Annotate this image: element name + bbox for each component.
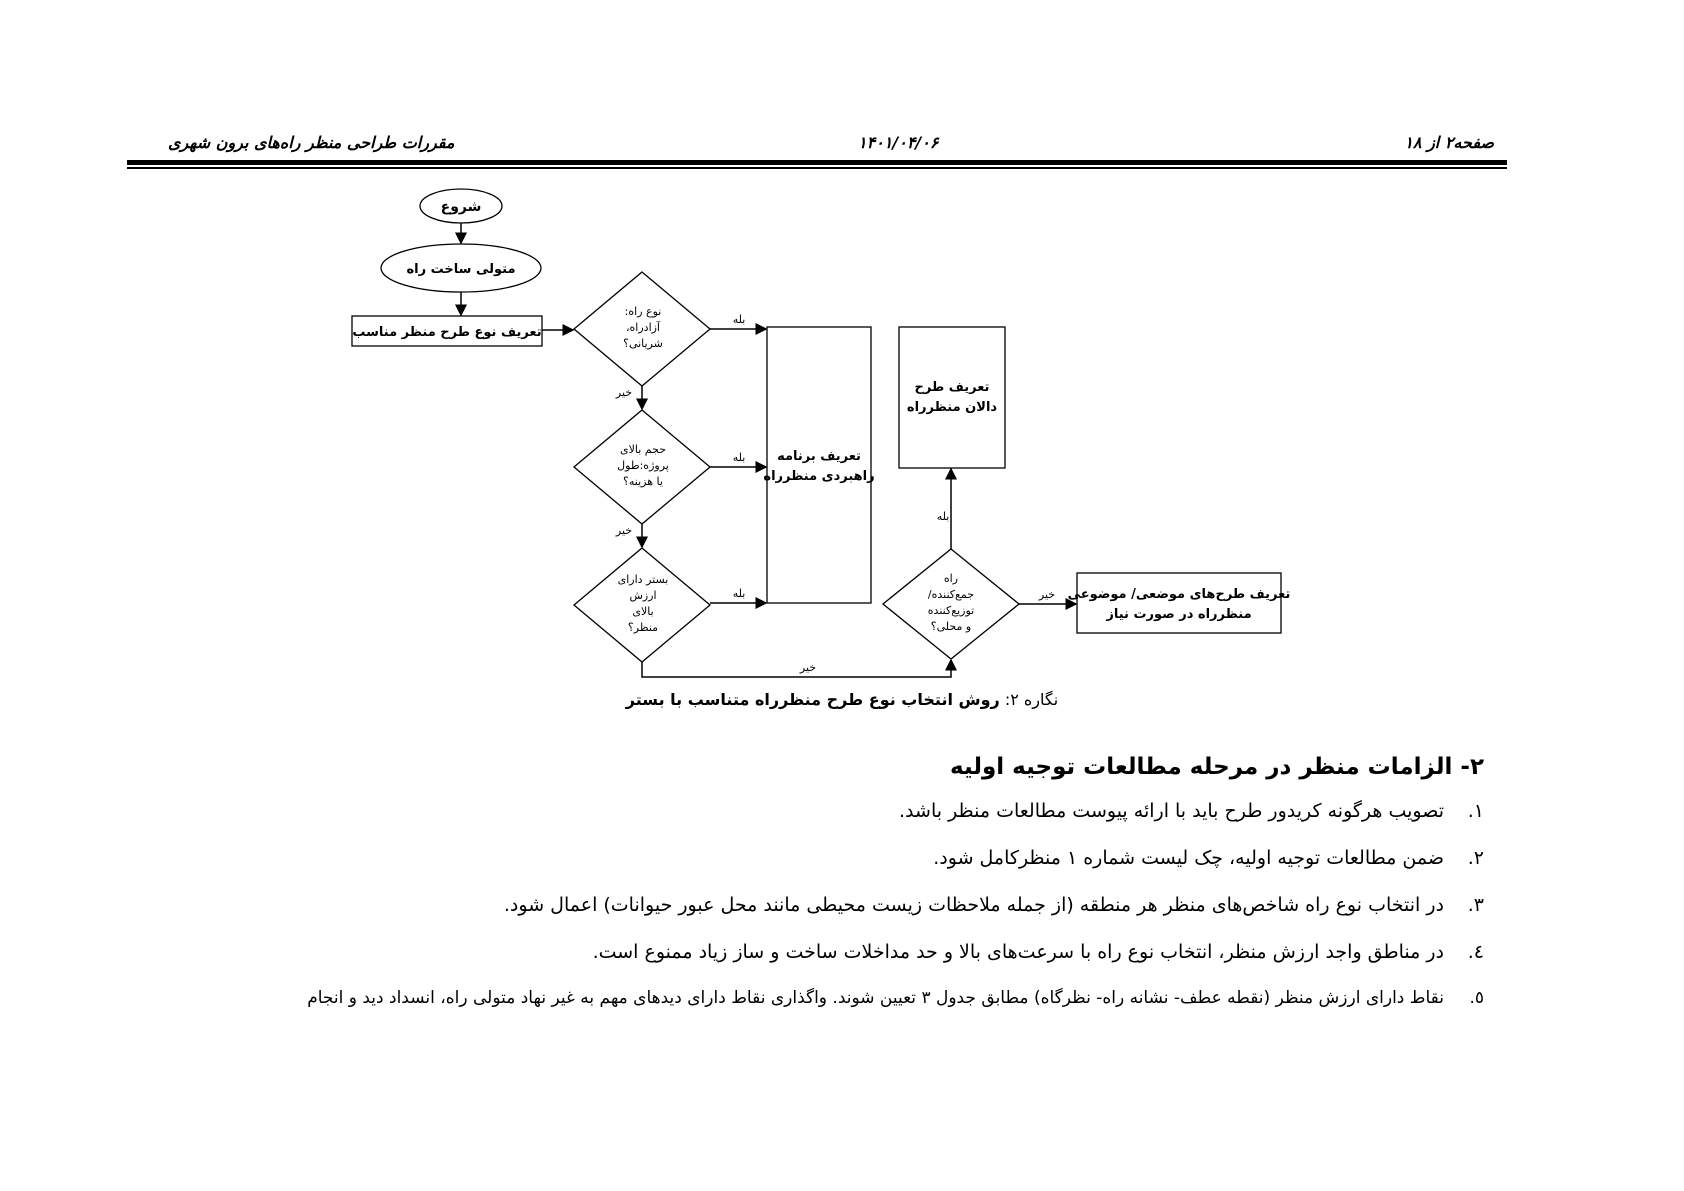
yes-label-3: بله (732, 587, 746, 600)
local-line2: منظرراه در صورت نیاز (1106, 607, 1252, 622)
d3-line1: بستر دارای (617, 573, 669, 586)
owner-label: متولی ساخت راه (406, 262, 516, 277)
define-type-label: تعریف نوع طرح منظر مناسب (352, 325, 542, 340)
yes-label-4: بله (936, 510, 950, 523)
list-item (504, 894, 1484, 916)
list-item (933, 847, 1484, 869)
list-item-text: در انتخاب نوع راه شاخص‌های منظر هر منطقه (از جمله ملاحظات زیست محیطی مانند محل عبور حیوانات) اعمال شود. (503, 894, 1444, 916)
strategic-program-box (767, 327, 871, 603)
list-item-text: تصویب هرگونه کریدور طرح باید با ارائه پیوست مطالعات منظر باشد. (899, 800, 1444, 822)
d4-line1: راه (943, 572, 959, 585)
corridor-line1: تعریف طرح (914, 380, 990, 395)
local-line1: تعریف طرح‌های موضعی/ موضوعی (1067, 587, 1291, 602)
list-item-number: ٥. (1469, 988, 1484, 1008)
d1-line3: شریانی؟ (623, 337, 663, 350)
caption-label: نگاره ۲: (1004, 690, 1059, 709)
list-item-text: نقاط دارای ارزش منظر (نقطه عطف- نشانه راه- نظرگاه) مطابق جدول ۳ تعیین شوند. واگذاری نقاط دارای دیدهای مهم به غیر نهاد متولی راه، انسداد دید و انجام (307, 988, 1444, 1008)
list-item-text: ضمن مطالعات توجیه اولیه، چک لیست شماره ۱ منظرکامل شود. (933, 847, 1444, 869)
page-number: صفحه۲ از ۱۸ (1404, 133, 1494, 152)
list-item-number: ۲. (1467, 847, 1484, 869)
section-title: الزامات منظر در مرحله مطالعات توجیه اولیه (950, 754, 1453, 780)
d1-line2: آزادراه، (625, 321, 661, 334)
d2-line3: یا هزینه؟ (623, 475, 663, 488)
no-label-1: خیر (615, 386, 633, 399)
document-date: ۱۴۰۱/۰۴/۰۶ (858, 133, 939, 152)
list-item-text: در مناطق واجد ارزش منظر، انتخاب نوع راه با سرعت‌های بالا و حد مداخلات ساخت و ساز زیاد ممنوع است. (592, 941, 1444, 963)
no-label-3: خیر (799, 661, 817, 674)
yes-label-2: بله (732, 451, 746, 464)
section-number: ۲- (1460, 754, 1484, 780)
corridor-line2: دالان منظرراه (906, 400, 998, 415)
d3-line4: منظر؟ (627, 621, 659, 634)
strategic-line2: راهبردی منظرراه (763, 469, 875, 484)
list-item-number: ۳. (1467, 894, 1484, 916)
list-item-number: ۱. (1467, 800, 1484, 822)
list-item (593, 941, 1484, 963)
d2-line2: پروژه:طول (617, 459, 669, 472)
caption-title: روش انتخاب نوع طرح منظرراه متناسب با بستر (625, 690, 1000, 709)
d4-line4: و محلی؟ (930, 620, 972, 633)
list-item (899, 800, 1484, 822)
strategic-line1: تعریف برنامه (777, 449, 861, 464)
yes-label-1: بله (732, 313, 746, 326)
d3-line2: ارزش (629, 589, 657, 602)
document-title: مقررات طراحی منظر راه‌های برون شهری (168, 133, 455, 152)
figure-caption (0, 690, 1684, 709)
d1-line1: نوع راه: (624, 305, 662, 318)
d3-line3: بالای (632, 605, 654, 618)
list-item-number: ٤. (1467, 941, 1484, 963)
start-label: شروع (440, 199, 482, 215)
no-label-4: خیر (1038, 588, 1056, 601)
arrow-d3-d4 (642, 660, 951, 677)
d2-line1: حجم بالای (619, 443, 667, 456)
d4-line2: جمع‌کننده/ (927, 588, 975, 601)
local-design-box (1077, 573, 1281, 633)
section-heading (950, 754, 1484, 780)
corridor-design-box (899, 327, 1005, 468)
d4-line3: توزیع‌کننده (927, 604, 975, 617)
no-label-2: خیر (615, 524, 633, 537)
list-item (307, 988, 1484, 1008)
